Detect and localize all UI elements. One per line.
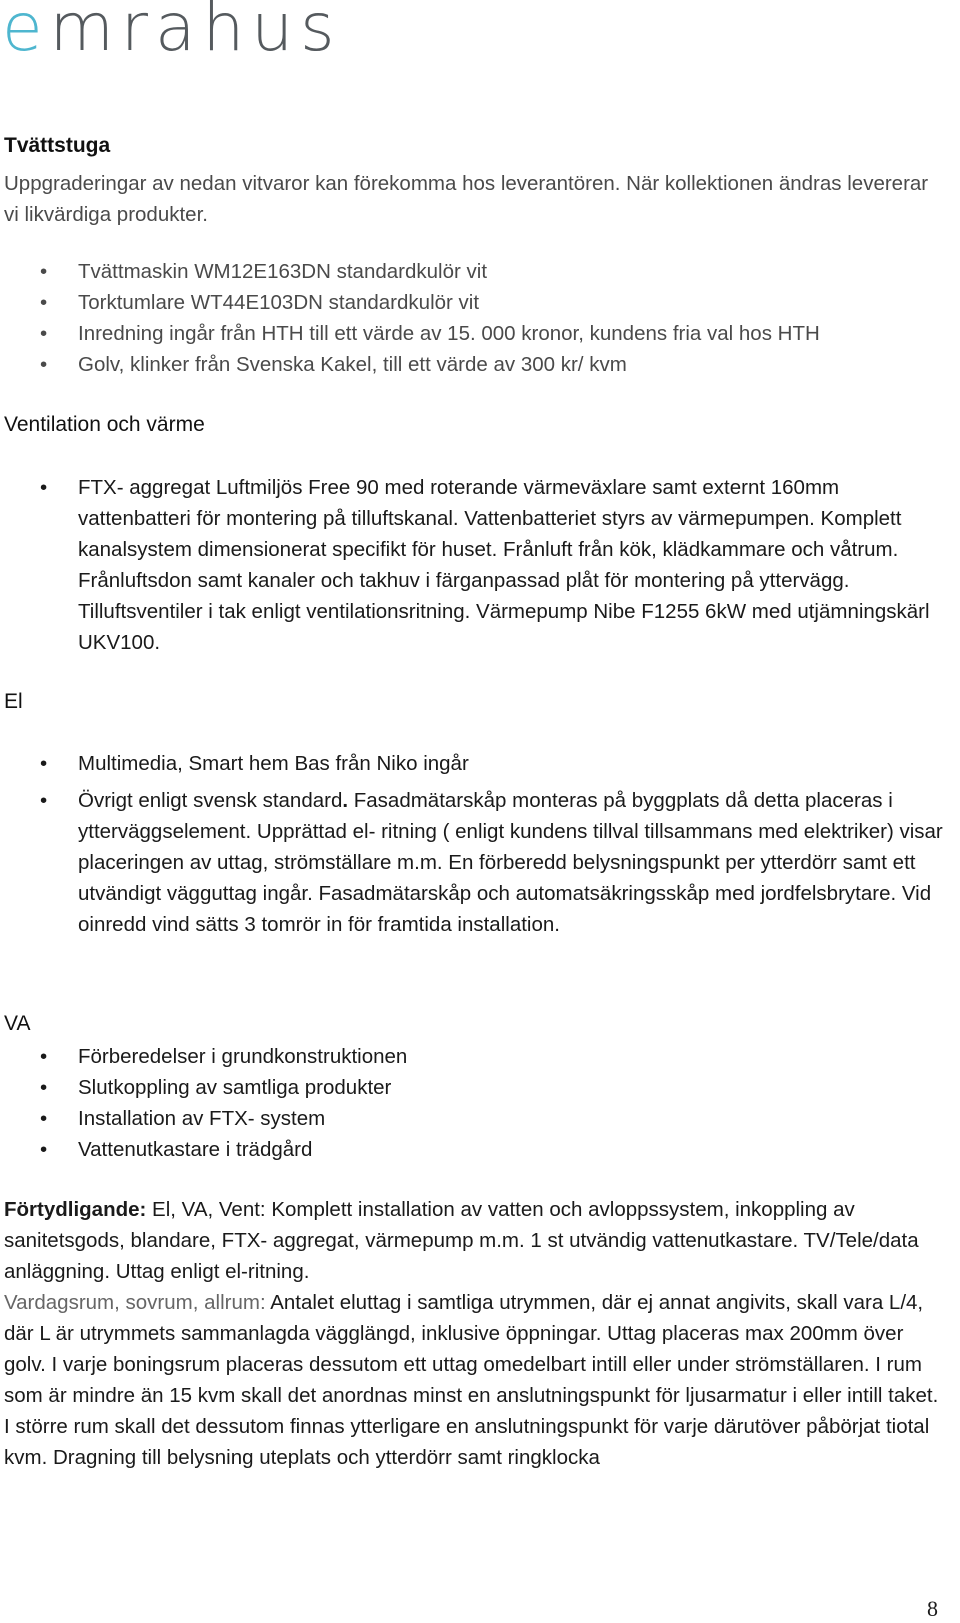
page-number: 8 [927,1596,938,1621]
list-item: • Slutkoppling av samtliga produkter [0,1072,950,1103]
list-item: • Multimedia, Smart hem Bas från Niko ingår [0,748,950,779]
clarification-text: El, VA, Vent: Komplett installation av vatten och avloppssystem, inkoppling av sanitetsgods, blandare, FTX- aggregat, värmepump m.m. 1 st utvändig vattenutkastare. TV/Tele/data anläggning. Uttag enligt el-ritning. [4,1198,919,1283]
el-item2-rest: Fasadmätarskåp monteras på byggplats då detta placeras i ytterväggselement. Upprättad el- ritning ( enligt kundens tillval tillsammans med elektriker) visar placeringen av uttag, strömställare m.m. En förberedd belysningspunkt per ytterdörr samt ett utvändigt vägguttag ingår. Fasadmätarskåp och automatsäkringsskåp med jordfelsbrytare. Vid oinredd vind sätts 3 tomrör in för framtida installation. [78,789,943,936]
el-item2-lead: Övrigt enligt svensk standard [78,789,343,812]
section-title-ventilation: Ventilation och värme [4,413,205,436]
el-list [0,748,950,940]
section-title-va: VA [4,1012,31,1035]
list-item: • FTX- aggregat Luftmiljös Free 90 med roterande värmeväxlare samt externt 160mm vattenbatteri för montering på tilluftskanal. Vattenbatteriet styrs av värmepumpen. Komplett kanalsystem dimensionerat specifikt för huset. Frånluft från kök, klädkammare och våtrum. Frånluftsdon samt kanaler och takhuv i färganpassad plåt för montering på yttervägg. Tilluftsventiler i tak enligt ventilationsritning. Värmepump Nibe F1255 6kW med utjämningskärl UKV100. [0,472,950,658]
rooms-text: Antalet eluttag i samtliga utrymmen, där ej annat angivits, skall vara L/4, där L är utrymmets sammanlagda vägglängd, inklusive öppningar. Uttag placeras max 200mm över golv. I varje boningsrum placeras dessutom ett uttag omedelbart intill eller under strömställaren. I rum som är mindre än 15 kvm skall det anordnas minst en anslutningspunkt för ljusarmatur i eller intill taket. I större rum skall det dessutom finnas ytterligare en anslutningspunkt för varje därutöver påbörjat tiotal kvm. Dragning till belysning uteplats och ytterdörr samt ringklocka [4,1291,939,1469]
section-title-el: El [4,690,23,713]
tvattstuga-list [0,256,950,380]
list-item: • Förberedelser i grundkonstruktionen [0,1041,950,1072]
list-item: • Inredning ingår från HTH till ett värde av 15. 000 kronor, kundens fria val hos HTH [0,318,950,349]
va-list [0,1041,950,1165]
logo-letter-e: e [2,0,50,66]
clarification-block [4,1194,939,1473]
list-item: • Torktumlare WT44E103DN standardkulör vit [0,287,950,318]
list-item: • Installation av FTX- system [0,1103,950,1134]
tvattstuga-intro: Uppgraderingar av nedan vitvaror kan förekomma hos leverantören. När kollektionen ändras levererar vi likvärdiga produkter. [4,172,929,226]
list-item: • Golv, klinker från Svenska Kakel, till ett värde av 300 kr/ kvm [0,349,950,380]
rooms-label: Vardagsrum, sovrum, allrum: [4,1291,266,1314]
logo-wordmark: mrahus [49,0,342,66]
ventilation-list [0,472,950,658]
list-item: • Tvättmaskin WM12E163DN standardkulör vit [0,256,950,287]
el-item2-dot: . [342,789,349,812]
section-title-tvattstuga: Tvättstuga [4,134,111,157]
brand-logo [2,0,342,66]
clarification-label: Förtydligande: [4,1198,147,1221]
list-item: • Vattenutkastare i trädgård [0,1134,950,1165]
list-item [0,785,950,940]
